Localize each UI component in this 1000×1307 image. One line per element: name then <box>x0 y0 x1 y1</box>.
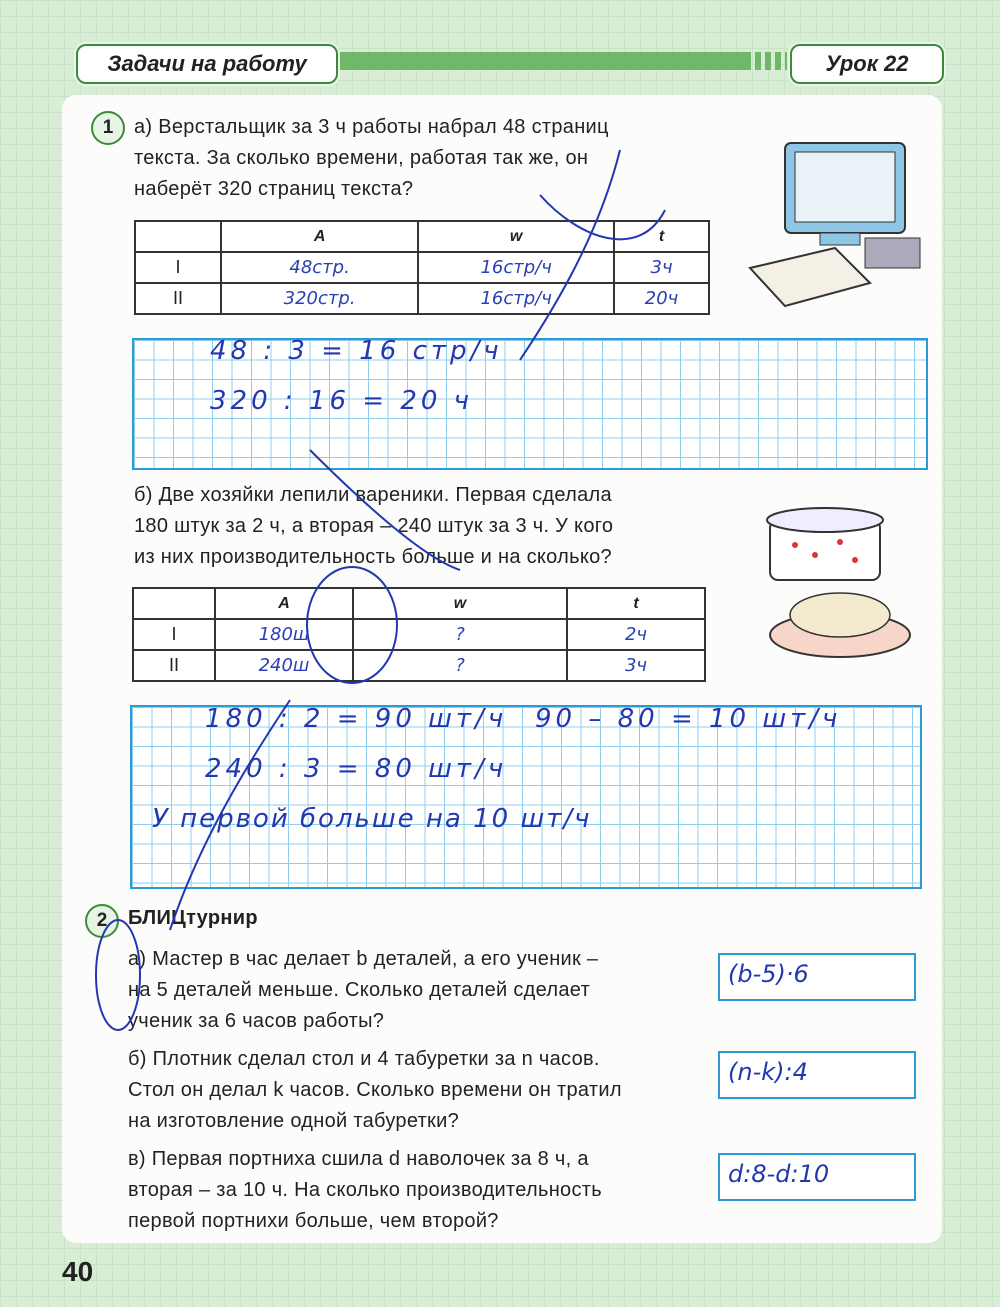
task1a-line-2: текста. За сколько времени, работая так же, он <box>134 147 589 169</box>
header-cell: A <box>215 588 353 619</box>
table-cell: 20ч <box>614 283 709 314</box>
table-header-row <box>135 221 709 252</box>
task1b-work-line-1: 180 : 2 = 90 шт/ч <box>205 704 508 734</box>
task2a-text <box>128 944 598 1037</box>
task2a-answer: (b-5)·6 <box>728 960 809 988</box>
task2c-answer-box[interactable] <box>718 1153 916 1201</box>
dumplings-illustration <box>755 500 920 665</box>
table-cell: 16стр/ч <box>418 283 614 314</box>
table-cell: 180ш <box>215 619 353 650</box>
table-row <box>135 283 709 314</box>
task1a-work-line-2: 320 : 16 = 20 ч <box>210 386 474 416</box>
task1b-work-line-3: 240 : 3 = 80 шт/ч <box>205 754 508 784</box>
table-row <box>135 252 709 283</box>
table-cell: ? <box>353 650 567 681</box>
task2c-line-3: первой портнихи больше, чем второй? <box>128 1210 499 1232</box>
task-number-2: 2 <box>85 904 119 938</box>
table-row <box>133 650 705 681</box>
header-cell <box>135 221 221 252</box>
task1b-line-1: б) Две хозяйки лепили вареники. Первая сделала <box>134 484 612 506</box>
task1b-line-3: из них производительность больше и на сколько? <box>134 546 612 568</box>
page-number: 40 <box>62 1256 94 1287</box>
header-cell: A <box>221 221 418 252</box>
row-label: II <box>135 283 221 314</box>
task1a-line-1: а) Верстальщик за 3 ч работы набрал 48 страниц <box>134 116 609 138</box>
header-stripes <box>745 52 787 70</box>
header-cell: t <box>567 588 705 619</box>
task2c-line-1: в) Первая портниха сшила d наволочек за 8 ч, а <box>128 1148 589 1170</box>
task2b-line-2: Стол он делал k часов. Сколько времени он тратил <box>128 1079 622 1101</box>
header-bar <box>335 52 745 70</box>
lesson-label: Урок 22 <box>790 44 944 84</box>
task1b-conclusion: У первой больше на 10 шт/ч <box>152 804 592 834</box>
table-row <box>133 619 705 650</box>
table-header-row <box>133 588 705 619</box>
task1a-work-line-1: 48 : 3 = 16 стр/ч <box>210 336 503 366</box>
task1a-text <box>134 112 609 205</box>
task2a-line-3: ученик за 6 часов работы? <box>128 1010 385 1032</box>
row-label: I <box>133 619 215 650</box>
task2b-line-3: на изготовление одной табуретки? <box>128 1110 460 1132</box>
topic-title: Задачи на работу <box>76 44 338 84</box>
table-cell: 16стр/ч <box>418 252 614 283</box>
task-number-1: 1 <box>91 111 125 145</box>
task1b-line-2: 180 штук за 2 ч, а вторая – 240 штук за 3 ч. У кого <box>134 515 614 537</box>
header-cell: t <box>614 221 709 252</box>
header-cell <box>133 588 215 619</box>
task2b-answer-box[interactable] <box>718 1051 916 1099</box>
computer-illustration <box>745 138 925 308</box>
header-cell: w <box>418 221 614 252</box>
table-cell: 48стр. <box>221 252 418 283</box>
task2b-line-1: б) Плотник сделал стол и 4 табуретки за n часов. <box>128 1048 600 1070</box>
table-cell: 240ш <box>215 650 353 681</box>
table-cell: ? <box>353 619 567 650</box>
header-cell: w <box>353 588 567 619</box>
task1b-text <box>134 480 613 573</box>
table-cell: 320стр. <box>221 283 418 314</box>
row-label: I <box>135 252 221 283</box>
task2a-line-1: а) Мастер в час делает b деталей, а его ученик – <box>128 948 599 970</box>
task2a-line-2: на 5 деталей меньше. Сколько деталей сделает <box>128 979 591 1001</box>
table-cell: 3ч <box>567 650 705 681</box>
table-cell: 2ч <box>567 619 705 650</box>
task2b-answer: (n-k):4 <box>728 1058 808 1086</box>
task1a-table <box>134 220 710 315</box>
task1b-table <box>132 587 706 682</box>
task2c-line-2: вторая – за 10 ч. На сколько производительность <box>128 1179 602 1201</box>
task2c-text <box>128 1144 602 1237</box>
table-cell: 3ч <box>614 252 709 283</box>
row-label: II <box>133 650 215 681</box>
task1a-line-3: наберёт 320 страниц текста? <box>134 178 414 200</box>
task2a-answer-box[interactable] <box>718 953 916 1001</box>
task1b-work-line-2: 90 – 80 = 10 шт/ч <box>535 704 842 734</box>
task2c-answer: d:8-d:10 <box>728 1160 830 1188</box>
task2-title: БЛИЦтурнир <box>128 907 258 929</box>
task2b-text <box>128 1044 622 1137</box>
